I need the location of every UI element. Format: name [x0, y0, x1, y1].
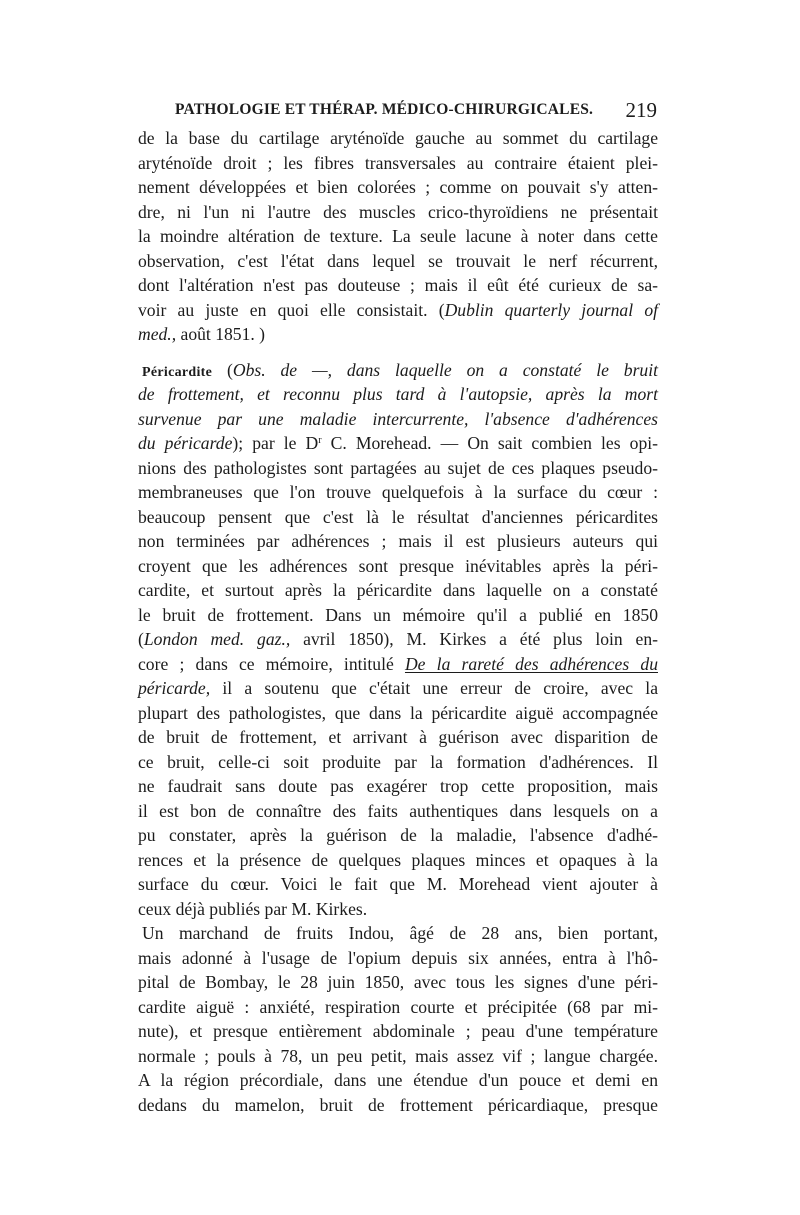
- memoir-title: De la rareté des adhérences du: [404, 653, 658, 674]
- text-run: voir au juste en quoi elle consistait. (: [138, 299, 445, 320]
- text-run: avril 1850), M. Kirkes a été plus loin en-: [290, 629, 659, 649]
- text-line: nement développées et bien colorées ; comme on pouvait s'y atten-: [138, 177, 658, 197]
- text-line: de la base du cartilage aryténoïde gauche au sommet du cartilage: [138, 128, 658, 148]
- text-line: non terminées par adhérences ; mais il est plusieurs auteurs qui: [138, 531, 658, 551]
- text-run: core ; dans ce mémoire, intitulé: [138, 653, 405, 674]
- text-line: pital de Bombay, le 28 juin 1850, avec tous les signes d'une péri-: [138, 972, 658, 992]
- text-line: dedans du mamelon, bruit de frottement péricardiaque, presque: [138, 1094, 658, 1115]
- text-line: observation, c'est l'état dans lequel se trouvait le nerf récurrent,: [138, 250, 658, 271]
- text-line: beaucoup pensent que c'est là le résultat d'anciennes péricardites: [138, 506, 658, 527]
- text-line: ceux déjà publiés par M. Kirkes.: [138, 898, 368, 919]
- citation-date: août 1851. ): [176, 324, 266, 344]
- text-line: survenue par une maladie intercurrente, l'absence d'adhérences: [138, 408, 658, 429]
- text-run: il a soutenu que c'était une erreur de croire, avec la: [210, 678, 658, 698]
- citation-journal: London med. gaz.,: [143, 629, 291, 649]
- text-line: cardite, et surtout après la péricardite dans laquelle on a constaté: [138, 580, 658, 600]
- text-line: membraneuses que l'on trouve quelquefois à la surface du cœur :: [138, 482, 658, 502]
- text-run: C. Morehead. — On sait combien les opi-: [321, 433, 658, 453]
- case-report-paragraph: [138, 921, 658, 1117]
- memoir-title: péricarde,: [138, 678, 211, 698]
- text-line: la moindre altération de texture. La seule lacune à noter dans cette: [138, 226, 658, 246]
- section-gap: [138, 347, 658, 358]
- text-line: A la région précordiale, dans une étendue d'un pouce et demi en: [138, 1070, 658, 1090]
- text-line: [138, 676, 658, 701]
- article-heading: Péricardite: [142, 364, 213, 380]
- text-line: Un marchand de fruits Indou, âgé de 28 ans, bien portant,: [142, 923, 658, 943]
- text-line: [138, 322, 658, 347]
- text-line: nions des pathologistes sont partagées au sujet de ces plaques pseudo-: [138, 457, 658, 478]
- text-line: dre, ni l'un ni l'autre des muscles crico-thyroïdiens ne présentait: [138, 201, 658, 222]
- text-line: [138, 298, 658, 323]
- article-subtitle: Obs. de —, dans laquelle on a constaté le bruit: [232, 359, 658, 380]
- text-line: [138, 627, 658, 652]
- running-title: PATHOLOGIE ET THÉRAP. MÉDICO-CHIRURGICALES.: [175, 101, 594, 118]
- citation-journal: Dublin quarterly journal of: [444, 299, 658, 320]
- text-line: le bruit de frottement. Dans un mémoire qu'il a publié en 1850: [138, 604, 658, 625]
- text-line: pu constater, après la guérison de la maladie, l'absence d'adhé-: [138, 825, 658, 845]
- superscript: r: [318, 435, 322, 446]
- text-line: rences et la présence de quelques plaques minces et opaques à la: [138, 849, 658, 870]
- text-line: surface du cœur. Voici le fait que M. Morehead vient ajouter à: [138, 874, 658, 894]
- text-line: ce bruit, celle-ci soit produite par la formation d'adhérences. Il: [138, 751, 658, 772]
- text-line: [138, 431, 658, 456]
- text-run: ); par le D: [232, 433, 319, 453]
- body-text: [138, 126, 658, 1117]
- citation-journal-abbrev: med.,: [138, 324, 177, 344]
- text-run: (: [138, 629, 144, 649]
- text-line: plupart des pathologistes, que dans la péricardite aiguë accompagnée: [138, 702, 658, 723]
- text-line: normale ; pouls à 78, un peu petit, mais assez vif ; langue chargée.: [138, 1045, 658, 1066]
- text-run: du péricarde: [138, 433, 233, 453]
- text-line: cardite aiguë : anxiété, respiration courte et précipitée (68 par mi-: [138, 996, 658, 1017]
- text-line: ne faudrait sans doute pas exagérer trop cette proposition, mais: [138, 776, 658, 796]
- text-line: de frottement, et reconnu plus tard à l'autopsie, après la mort: [138, 384, 658, 404]
- text-line: nute), et presque entièrement abdominale ; peau d'une température: [138, 1021, 658, 1041]
- text-line: aryténoïde droit ; les fibres transversales au contraire étaient plei-: [138, 152, 658, 173]
- text-line: croyent que les adhérences sont presque inévitables après la péri-: [138, 555, 658, 576]
- text-line: [138, 358, 658, 383]
- paragraph-continued: [138, 126, 658, 347]
- text-line: dont l'altération n'est pas douteuse ; mais il eût été curieux de sa-: [138, 275, 658, 295]
- text-line: il est bon de connaître des faits authentiques dans lesquels on a: [138, 800, 658, 821]
- text-line: mais adonné à l'usage de l'opium depuis six années, entra à l'hô-: [138, 947, 658, 968]
- text-line: de bruit de frottement, et arrivant à guérison avec disparition de: [138, 727, 658, 747]
- page-number: 219: [625, 98, 657, 122]
- page-header: [175, 96, 657, 124]
- text-line: [138, 652, 658, 677]
- article-pericardite: [138, 358, 658, 922]
- text-run: (: [212, 359, 233, 380]
